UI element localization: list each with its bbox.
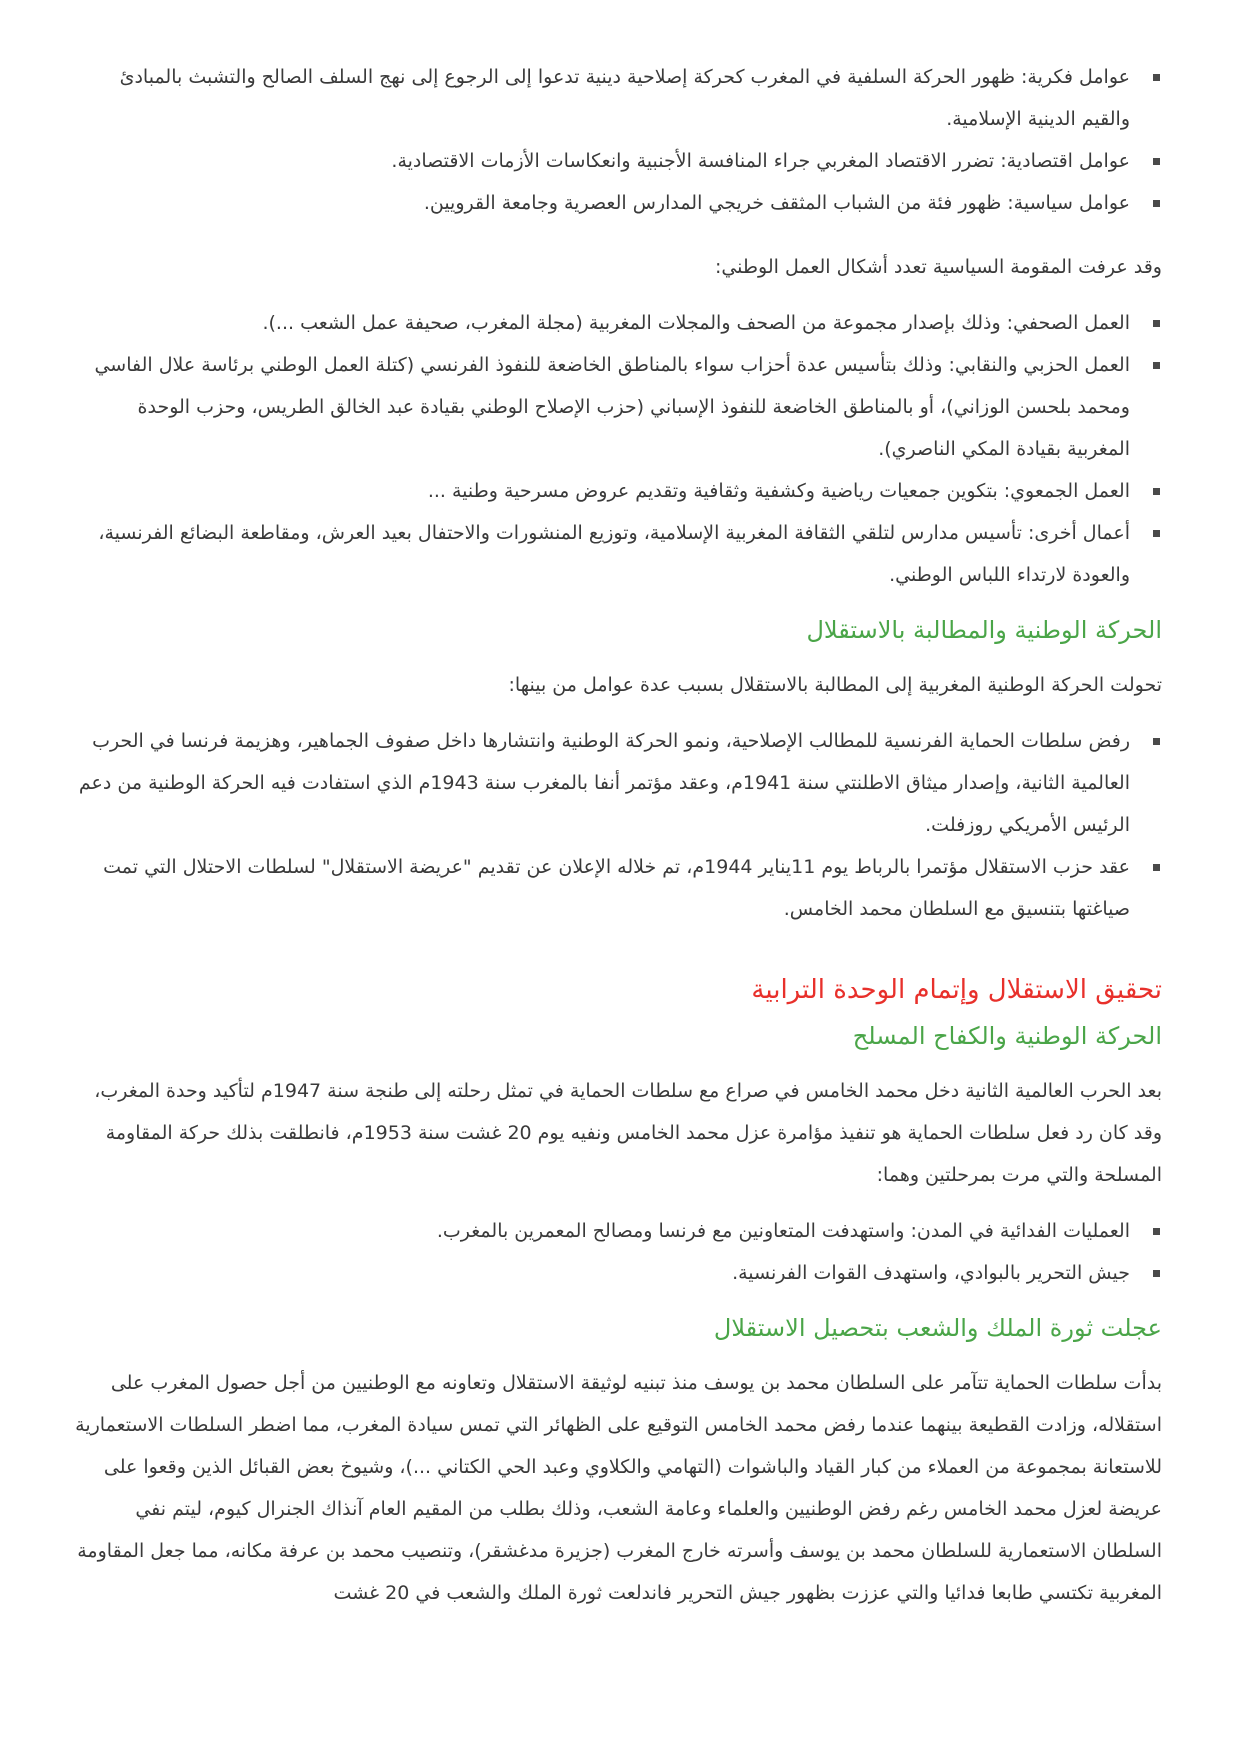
list-item: أعمال أخرى: تأسيس مدارس لتلقي الثقافة المغربية الإسلامية، وتوزيع المنشورات والاحتفال بعيد العرش، ومقاطعة البضائع الفرنسية، والعودة لارتداء اللباس الوطني.	[74, 512, 1162, 596]
heading-revolution: عجلت ثورة الملك والشعب بتحصيل الاستقلال	[713, 1314, 1162, 1342]
list-item: عوامل سياسية: ظهور فئة من الشباب المثقف خريجي المدارس العصرية وجامعة القرويين.	[74, 182, 1162, 224]
forms-list	[74, 302, 1162, 596]
list-item: عقد حزب الاستقلال مؤتمرا بالرباط يوم 11يناير 1944م، تم خلاله الإعلان عن تقديم "عريضة الاستقلال" لسلطات الاحتلال التي تمت صياغتها بتنسيق مع السلطان محمد الخامس.	[74, 846, 1162, 930]
list-item: العمل الحزبي والنقابي: وذلك بتأسيس عدة أحزاب سواء بالمناطق الخاضعة للنفوذ الفرنسي (كتلة العمل الوطني برئاسة علال الفاسي ومحمد بلحسن الوزاني)، أو بالمناطق الخاضعة للنفوذ الإسباني (حزب الإصلاح الوطني بقيادة عبد الخالق الطريس، وحزب الوحدة المغربية بقيادة المكي الناصري).	[74, 344, 1162, 470]
independence-list	[74, 720, 1162, 930]
heading-independence-demand: الحركة الوطنية والمطالبة بالاستقلال	[806, 616, 1162, 644]
forms-intro: وقد عرفت المقومة السياسية تعدد أشكال العمل الوطني:	[714, 256, 1162, 278]
armed-struggle-paragraph: بعد الحرب العالمية الثانية دخل محمد الخامس في صراع مع سلطات الحماية في تمثل رحلته إلى طنجة سنة 1947م لتأكيد وحدة المغرب، وقد كان رد فعل سلطات الحماية هو تنفيذ مؤامرة عزل محمد الخامس ونفيه يوم 20 غشت سنة 1953م، فانطلقت بذلك حركة المقاومة المسلحة والتي مرت بمرحلتين وهما:	[94, 1080, 1162, 1186]
list-item: العمل الجمعوي: بتكوين جمعيات رياضية وكشفية وثقافية وتقديم عروض مسرحية وطنية ...	[74, 470, 1162, 512]
heading-unity: تحقيق الاستقلال وإتمام الوحدة الترابية	[751, 975, 1162, 1005]
revolution-paragraph: بدأت سلطات الحماية تتآمر على السلطان محمد بن يوسف منذ تبنيه لوثيقة الاستقلال وتعاونه مع الوطنيين من أجل حصول المغرب على استقلاله، وزادت القطيعة بينهما عندما رفض محمد الخامس التوقيع على الظهائر التي تمس سيادة المغرب، مما اضطر السلطات الاستعمارية للاستعانة بمجموعة من العملاء من كبار القياد والباشوات (التهامي والكلاوي وعبد الحي الكتاني ...)، وشيوخ بعض القبائل الذين وقعوا على عريضة لعزل محمد الخامس رغم رفض الوطنيين والعلماء وعامة الشعب، وذلك بطلب من المقيم العام آنذاك الجنرال كيوم، ليتم نفي السلطان الاستعمارية للسلطان محمد بن يوسف وأسرته خارج المغرب (جزيرة مدغشقر)، وتنصيب محمد بن عرفة مكانه، مما جعل المقاومة المغربية تكتسي طابعا فدائيا والتي عززت بظهور جيش التحرير فاندلعت ثورة الملك والشعب في 20 غشت	[75, 1372, 1162, 1604]
document-page	[74, 56, 1162, 1614]
list-item: رفض سلطات الحماية الفرنسية للمطالب الإصلاحية، ونمو الحركة الوطنية وانتشارها داخل صفوف الجماهير، وهزيمة فرنسا في الحرب العالمية الثانية، وإصدار ميثاق الاطلنتي سنة 1941م، وعقد مؤتمر أنفا بالمغرب سنة 1943م الذي استفادت فيه الحركة الوطنية من دعم الرئيس الأمريكي روزفلت.	[74, 720, 1162, 846]
armed-struggle-list	[74, 1210, 1162, 1294]
heading-armed-struggle: الحركة الوطنية والكفاح المسلح	[852, 1022, 1162, 1050]
list-item: عوامل فكرية: ظهور الحركة السلفية في المغرب كحركة إصلاحية دينية تدعوا إلى الرجوع إلى نهج السلف الصالح والتشبث بالمبادئ والقيم الدينية الإسلامية.	[74, 56, 1162, 140]
list-item: عوامل اقتصادية: تضرر الاقتصاد المغربي جراء المنافسة الأجنبية وانعكاسات الأزمات الاقتصادية.	[74, 140, 1162, 182]
list-item: العمليات الفدائية في المدن: واستهدفت المتعاونين مع فرنسا ومصالح المعمرين بالمغرب.	[74, 1210, 1162, 1252]
list-item: العمل الصحفي: وذلك بإصدار مجموعة من الصحف والمجلات المغربية (مجلة المغرب، صحيفة عمل الشعب ...).	[74, 302, 1162, 344]
factors-list	[74, 56, 1162, 224]
list-item: جيش التحرير بالبوادي، واستهدف القوات الفرنسية.	[74, 1252, 1162, 1294]
independence-intro: تحولت الحركة الوطنية المغربية إلى المطالبة بالاستقلال بسبب عدة عوامل من بينها:	[508, 674, 1162, 696]
